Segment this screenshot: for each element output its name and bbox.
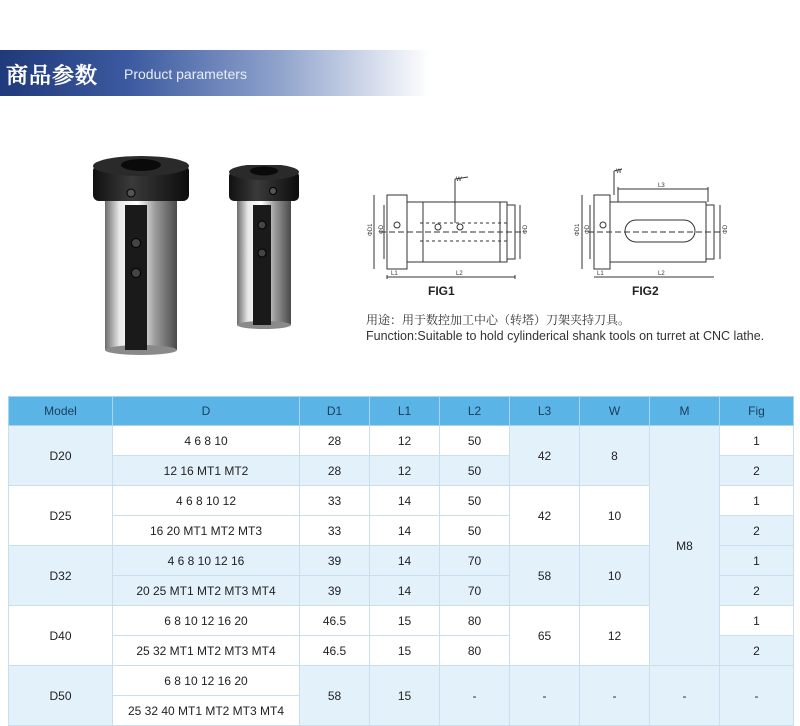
fig-cell: 1: [720, 546, 794, 576]
fig2-dim-d: ΦD: [585, 224, 591, 234]
w-cell: 10: [580, 546, 650, 606]
model-cell: D50: [9, 666, 113, 726]
fig1-dim-d1: ΦD1: [368, 223, 374, 236]
header-title-cn: 商品参数: [6, 64, 99, 89]
d-cell: 25 32 40 MT1 MT2 MT3 MT4: [113, 696, 300, 726]
d1-cell: 46.5: [300, 606, 370, 636]
col-header-l3: L3: [510, 397, 580, 426]
d1-cell: 58: [300, 666, 370, 726]
fig1-drawing: [374, 177, 525, 279]
model-cell: D25: [9, 486, 113, 546]
fig2-label: FIG2: [632, 284, 659, 298]
d-cell: 16 20 MT1 MT2 MT3: [113, 516, 300, 546]
l1-cell: 12: [370, 426, 440, 456]
col-header-l2: L2: [440, 397, 510, 426]
col-header-fig: Fig: [720, 397, 794, 426]
fig-cell: 1: [720, 606, 794, 636]
l1-cell: 14: [370, 486, 440, 516]
fig2-drawing: [582, 169, 720, 277]
d-cell: 20 25 MT1 MT2 MT3 MT4: [113, 576, 300, 606]
l2-cell: 50: [440, 426, 510, 456]
l2-cell: 50: [440, 516, 510, 546]
m-cell: -: [650, 666, 720, 726]
d-cell: 6 8 10 12 16 20: [113, 666, 300, 696]
fig1-dim-d: ΦD: [379, 224, 385, 234]
model-cell: D40: [9, 606, 113, 666]
l1-cell: 15: [370, 606, 440, 636]
d1-cell: 46.5: [300, 636, 370, 666]
col-header-m: M: [650, 397, 720, 426]
fig-cell: 2: [720, 516, 794, 546]
m-cell: M8: [650, 426, 720, 666]
l2-cell: 70: [440, 546, 510, 576]
l2-cell: 50: [440, 456, 510, 486]
l2-cell: 80: [440, 636, 510, 666]
large-holder-image: [93, 155, 189, 355]
fig2-dim-d1: ΦD1: [575, 223, 581, 236]
col-header-d1: D1: [300, 397, 370, 426]
w-cell: 10: [580, 486, 650, 546]
l2-cell: -: [440, 666, 510, 726]
l3-cell: 65: [510, 606, 580, 666]
col-header-w: W: [580, 397, 650, 426]
l1-cell: 12: [370, 456, 440, 486]
w-cell: -: [580, 666, 650, 726]
fig2-dim-l3: L3: [658, 183, 665, 189]
d-cell: 4 6 8 10 12 16: [113, 546, 300, 576]
table-row: [9, 666, 794, 696]
fig-cell: 1: [720, 426, 794, 456]
fig1-dim-d2: ΦD: [523, 224, 529, 234]
fig2-dim-d2: ΦD: [723, 224, 729, 234]
fig2-dim-w: W: [616, 169, 622, 175]
l3-cell: 42: [510, 426, 580, 486]
d-cell: 12 16 MT1 MT2: [113, 456, 300, 486]
l1-cell: 15: [370, 666, 440, 726]
fig-cell: 1: [720, 486, 794, 516]
small-holder-image: [229, 165, 299, 333]
model-cell: D20: [9, 426, 113, 486]
d-cell: 6 8 10 12 16 20: [113, 606, 300, 636]
fig-cell: 2: [720, 456, 794, 486]
l2-cell: 70: [440, 576, 510, 606]
usage-text-en: Function:Suitable to hold cylinderical shank tools on turret at CNC lathe.: [366, 329, 765, 343]
fig1-dim-w: W: [456, 177, 462, 183]
col-header-d: D: [113, 397, 300, 426]
l3-cell: 42: [510, 486, 580, 546]
parameters-table: [8, 396, 794, 726]
fig-cell: 2: [720, 636, 794, 666]
col-header-model: Model: [9, 397, 113, 426]
fig2-dim-l2: L2: [658, 271, 665, 277]
fig1-dim-l2: L2: [456, 271, 463, 277]
l1-cell: 14: [370, 546, 440, 576]
d-cell: 25 32 MT1 MT2 MT3 MT4: [113, 636, 300, 666]
d1-cell: 33: [300, 486, 370, 516]
usage-text-cn: 用途：用于数控加工中心（转塔）刀架夹持刀具。: [366, 313, 631, 327]
section-header: [0, 50, 430, 96]
header-title-en: Product parameters: [124, 66, 247, 82]
l1-cell: 14: [370, 576, 440, 606]
w-cell: 8: [580, 426, 650, 486]
d1-cell: 39: [300, 546, 370, 576]
l1-cell: 14: [370, 516, 440, 546]
l3-cell: 58: [510, 546, 580, 606]
table-header-row: [9, 397, 794, 426]
fig2-dim-l1: L1: [597, 271, 604, 277]
l2-cell: 50: [440, 486, 510, 516]
l2-cell: 80: [440, 606, 510, 636]
technical-figures: [360, 165, 730, 305]
fig-cell: 2: [720, 576, 794, 606]
d1-cell: 39: [300, 576, 370, 606]
fig-cell: -: [720, 666, 794, 726]
col-header-l1: L1: [370, 397, 440, 426]
w-cell: 12: [580, 606, 650, 666]
d1-cell: 28: [300, 426, 370, 456]
l3-cell: -: [510, 666, 580, 726]
fig1-label: FIG1: [428, 284, 455, 298]
model-cell: D32: [9, 546, 113, 606]
table-row: [9, 426, 794, 456]
d-cell: 4 6 8 10 12: [113, 486, 300, 516]
fig1-dim-l1: L1: [391, 271, 398, 277]
d1-cell: 33: [300, 516, 370, 546]
l1-cell: 15: [370, 636, 440, 666]
d1-cell: 28: [300, 456, 370, 486]
d-cell: 4 6 8 10: [113, 426, 300, 456]
